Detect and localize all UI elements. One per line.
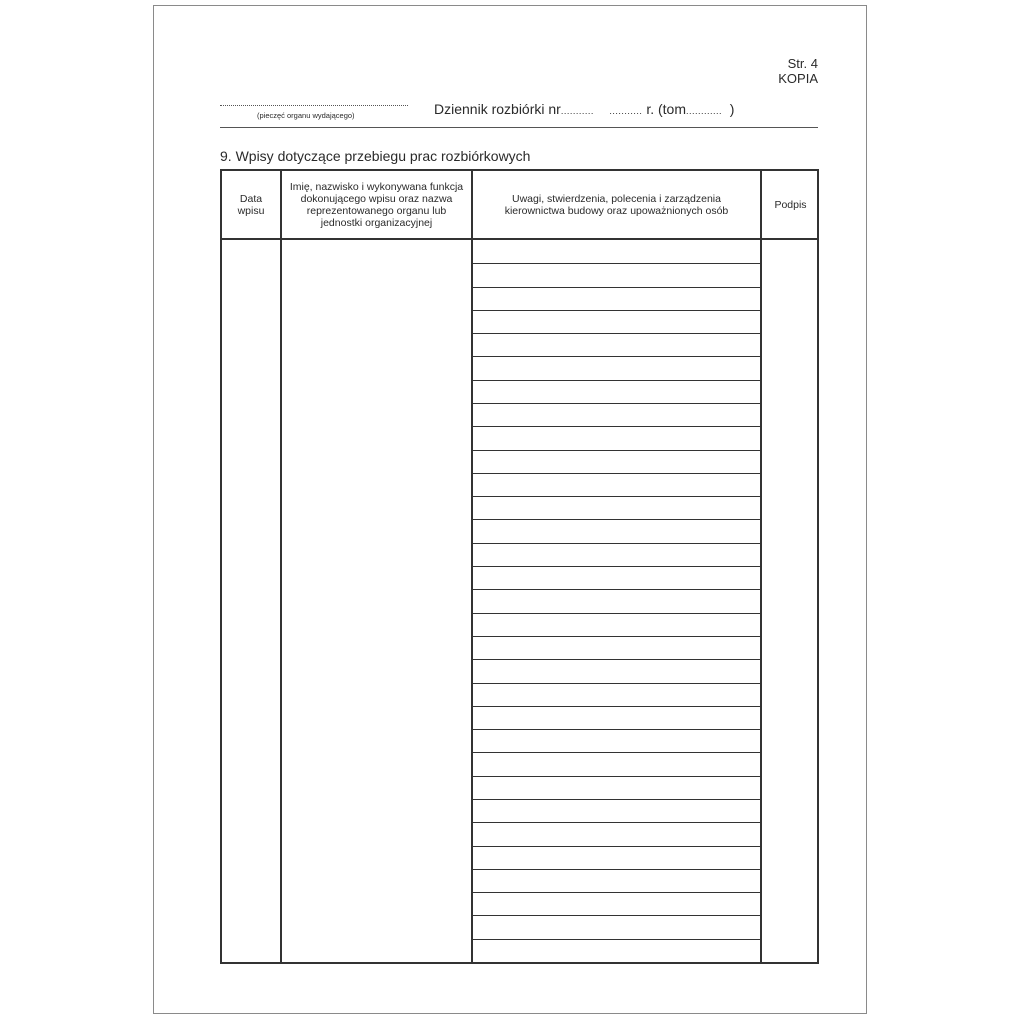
remarks-row-line [471, 450, 760, 451]
remarks-row-line [471, 380, 760, 381]
remarks-row-line [471, 683, 760, 684]
remarks-row-line [471, 799, 760, 800]
remarks-row-line [471, 892, 760, 893]
journal-number-line [434, 101, 734, 117]
remarks-row-line [471, 846, 760, 847]
column-divider-1 [280, 171, 282, 962]
remarks-row-line [471, 939, 760, 940]
remarks-row-line [471, 333, 760, 334]
document-page [153, 5, 867, 1014]
column-divider-3 [760, 171, 762, 962]
stamp-label: (pieczęć organu wydającego) [257, 111, 355, 120]
column-header-remarks: Uwagi, stwierdzenia, polecenia i zarządzenia kierownictwa budowy oraz upoważnionych osób [504, 192, 729, 217]
remarks-row-line [471, 636, 760, 637]
remarks-row-line [471, 473, 760, 474]
remarks-row-line [471, 496, 760, 497]
remarks-row-line [471, 519, 760, 520]
remarks-row-line [471, 613, 760, 614]
year-dots: ........... [609, 106, 643, 116]
remarks-row-line [471, 543, 760, 544]
remarks-row-line [471, 263, 760, 264]
volume-dots: ............ [685, 106, 722, 116]
column-header-person: Imię, nazwisko i wykonywana funkcja dokonującego wpisu oraz nazwa reprezentowanego organu lub jednostki organizacyjnej [289, 180, 464, 229]
remarks-row-line [471, 659, 760, 660]
journal-label: Dziennik rozbiórki nr [434, 101, 561, 117]
remarks-row-line [471, 729, 760, 730]
page-number-block [778, 56, 818, 86]
remarks-rows [471, 240, 760, 962]
remarks-row-line [471, 356, 760, 357]
page-number: Str. 4 [787, 56, 818, 71]
remarks-row-line [471, 589, 760, 590]
remarks-row-line [471, 310, 760, 311]
remarks-row-line [471, 752, 760, 753]
remarks-row-line [471, 822, 760, 823]
remarks-row-line [471, 566, 760, 567]
close-paren: ) [729, 101, 735, 117]
remarks-row-line [471, 403, 760, 404]
remarks-row-line [471, 915, 760, 916]
remarks-row-line [471, 426, 760, 427]
copy-label: KOPIA [778, 71, 818, 86]
remarks-row-line [471, 706, 760, 707]
entries-table [220, 169, 819, 964]
column-header-signature: Podpis [774, 198, 807, 211]
column-header-date: Data wpisu [237, 192, 265, 217]
year-label: r. (tom [646, 101, 686, 117]
header-rule [220, 127, 818, 128]
journal-number-dots: ........... [560, 106, 594, 116]
remarks-row-line [471, 287, 760, 288]
stamp-dotted-line [220, 105, 408, 106]
section-title: 9. Wpisy dotyczące przebiegu prac rozbiórkowych [220, 148, 531, 164]
remarks-row-line [471, 776, 760, 777]
remarks-row-line [471, 869, 760, 870]
